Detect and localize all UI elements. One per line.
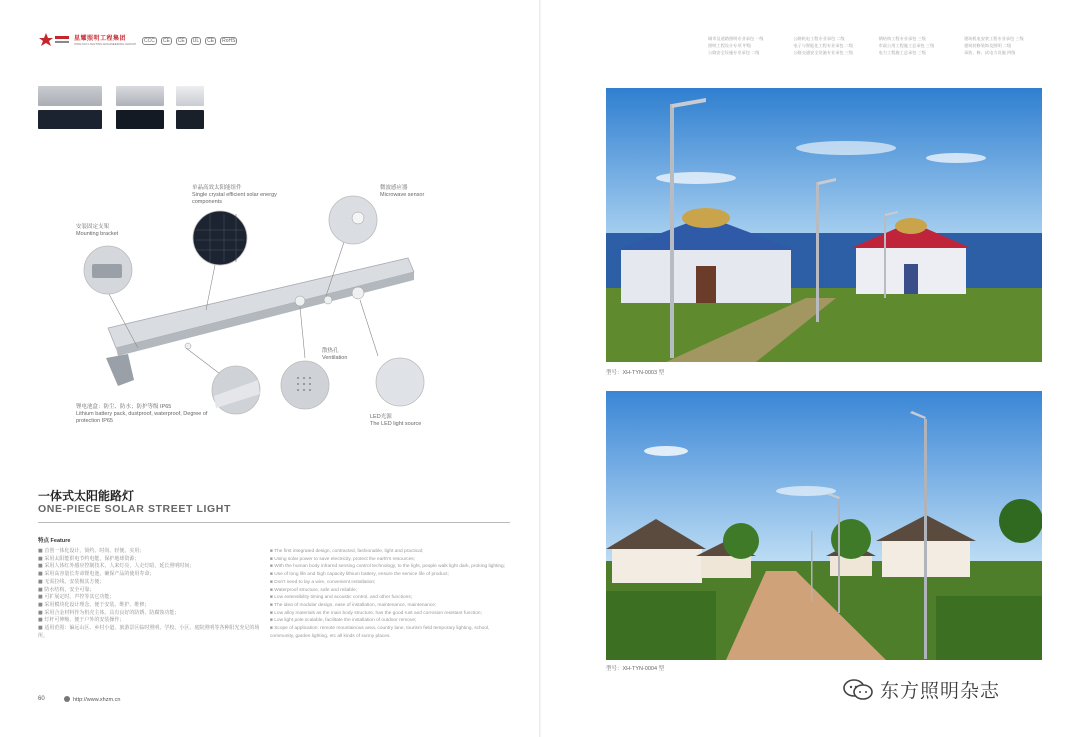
title-divider	[38, 522, 510, 523]
label-ventilation	[322, 348, 372, 362]
feature-item-en: ■ Low alloy materials as the main body structure, has the good rust and corrosion resistant function;	[270, 610, 482, 616]
cert-mark: RoHS	[222, 38, 236, 44]
label-battery-en: Lithium battery pack, dustproof, waterproof, Degree of protection IP65	[76, 411, 208, 424]
qualification-column: 城市及道路照明专业承包 一级 照明工程设计专项 甲级 公路安全设施专业承包 二级	[708, 36, 764, 55]
feature-item-en: ■ Using solar power to save electricity, protect the earth's resources;	[270, 556, 416, 562]
label-sensor	[380, 185, 460, 199]
cert-mark: CE	[207, 38, 215, 44]
photo-caption: 型号：XH-TYN-0004 型	[606, 666, 665, 672]
label-sensor-cn: 微波感应器	[380, 185, 408, 191]
features-list-cn	[38, 548, 260, 640]
feature-item-cn: ■ 采用模块化设计理念，便于安装、维护、维修；	[38, 601, 150, 608]
photo-village-road	[606, 391, 1042, 660]
company-name-en: XINGYAO LIGHTING ENGINEERING GROUP	[74, 42, 137, 46]
feature-item-cn: ■ 采用高容量长寿命锂电池，确保产品的使用寿命；	[38, 571, 155, 578]
label-solar-panel-cn: 单晶高效太阳能组件	[192, 185, 242, 191]
qualification-header	[708, 35, 1048, 56]
qualification-column: 公路机电工程专业承包 二级 电子与智能化工程专业承包 二级 公路交通安全设施专业承包 三级	[793, 36, 854, 55]
product-title-en: ONE-PIECE SOLAR STREET LIGHT	[38, 503, 231, 515]
feature-item-cn: ■ 无需拉线，安装极其方便；	[38, 578, 105, 585]
watermark	[842, 676, 1000, 703]
feature-item-cn: ■ 采用太阳能供电节约电能，保护地球资源；	[38, 555, 140, 562]
feature-item-en: ■ Use of long life and high capacity lithium battery, ensure the service life of product;	[270, 572, 449, 578]
feature-item-en: ■ Don't need to lay a wire, convenient installation;	[270, 579, 376, 585]
thumbnail-lamp-side	[116, 86, 164, 106]
globe-icon	[64, 696, 70, 702]
cert-mark: UL	[192, 38, 200, 44]
thumbnail-lamp-small	[176, 86, 204, 106]
wechat-icon	[842, 679, 874, 701]
label-bracket-en: Mounting bracket	[76, 231, 119, 237]
page-number: 60	[38, 696, 45, 702]
photo-caption: 型号：XH-TYN-0003 型	[606, 370, 665, 376]
lamp-body-illustration	[106, 258, 414, 386]
feature-item-cn: ■ 可扩展定时、声控等其它功能；	[38, 594, 115, 601]
thumbnail-solar-panel	[176, 110, 204, 129]
label-ventilation-cn: 散热孔	[322, 348, 339, 354]
feature-item-cn: ■ 首创一体化设计，简约、时尚、轻便、实用；	[38, 548, 145, 554]
feature-item-cn: ■ 防水结构，安全可靠；	[38, 586, 95, 593]
feature-item-en: ■ The first integrated design, contracted, fashionable, light and practical;	[270, 549, 424, 554]
feature-item-cn: ■ 采用人体红外感应控制技术，人来灯亮，人走灯暗，延长照明时间；	[38, 563, 195, 570]
page-gutter	[539, 0, 541, 737]
label-led-en: The LED light source	[370, 421, 422, 427]
feature-item-cn: ■ 采用合金材料作为机壳主体，具有良好的防锈、防腐蚀功能；	[38, 609, 180, 616]
feature-item-en: ■ The idea of modular design, ease of installation, maintenance, maintenance;	[270, 602, 437, 608]
thumbnail-lamp-front	[38, 86, 102, 106]
feature-item-cn: ■ 适用范围：偏远山区、乡村小道、旅游景区临时照明、学校、小区、庭院照明等各种阳光充足的场所。	[38, 625, 260, 639]
label-ventilation-en: Ventilation	[322, 355, 348, 361]
product-diagram	[78, 180, 458, 430]
photo-yurt-lake	[606, 88, 1042, 362]
feature-item-en: ■ Waterproof structure, safe and reliable;	[270, 587, 357, 593]
label-led-cn: LED光源	[370, 414, 392, 420]
certification-marks	[142, 37, 237, 45]
qualification-column: 钢结构工程专业承包 三级 市政公用工程施工总承包 三级 电力工程施工总承包 三级	[878, 36, 935, 55]
thumbnail-solar-panel	[38, 110, 102, 129]
label-battery-cn: 锂电池盒：防尘、防水；防护等级 IP65	[76, 404, 172, 410]
cert-mark: CCC	[144, 38, 155, 44]
feature-item-en: ■ With the human body infrared sensing control technology, to the light, people walk light dark, prolong lighting;	[270, 564, 506, 570]
cert-mark: CE	[162, 38, 170, 44]
website-url: http://www.xhzm.cn	[73, 697, 121, 703]
label-bracket	[76, 224, 146, 238]
label-sensor-en: Microwave sensor	[380, 192, 425, 198]
company-name: 星耀照明工程集团	[74, 36, 127, 42]
label-solar-panel	[192, 185, 302, 206]
product-title-cn: 一体式太阳能路灯	[38, 489, 135, 503]
label-battery	[76, 404, 226, 425]
cert-mark: CE	[177, 38, 185, 44]
feature-item-en: ■ Low light pole scalable, facilitate the installation of outdoor remove;	[270, 618, 417, 624]
feature-item-en: ■ Low extensibility timing and acoustic control, and other functions;	[270, 595, 413, 601]
feature-heading: 特点 Feature	[38, 538, 71, 544]
features-list-en	[270, 548, 510, 640]
label-solar-panel-en: Single crystal efficient solar energy components	[192, 192, 277, 205]
feature-item-cn: ■ 灯杆可伸缩，便于户外的安装操作；	[38, 617, 125, 624]
qualification-column: 建筑机电安装工程专业承包 三级 建筑装修装饰及照明 二级 承装、修、试电力设施 四级	[963, 36, 1024, 55]
website-link[interactable]	[64, 696, 120, 703]
label-led	[370, 414, 450, 428]
feature-item-en: ■ Scope of application: remote mountainous area, country lane, tourism field temporary lighting, school, community, garden lighting, etc all kinds of sunny places.	[270, 626, 490, 639]
thumbnail-solar-panel	[116, 110, 164, 129]
company-logo-icon	[38, 32, 70, 48]
callout-solar-panel	[193, 211, 247, 310]
label-bracket-cn: 安装固定支架	[76, 224, 110, 230]
watermark-text: 东方照明杂志	[880, 680, 1001, 702]
